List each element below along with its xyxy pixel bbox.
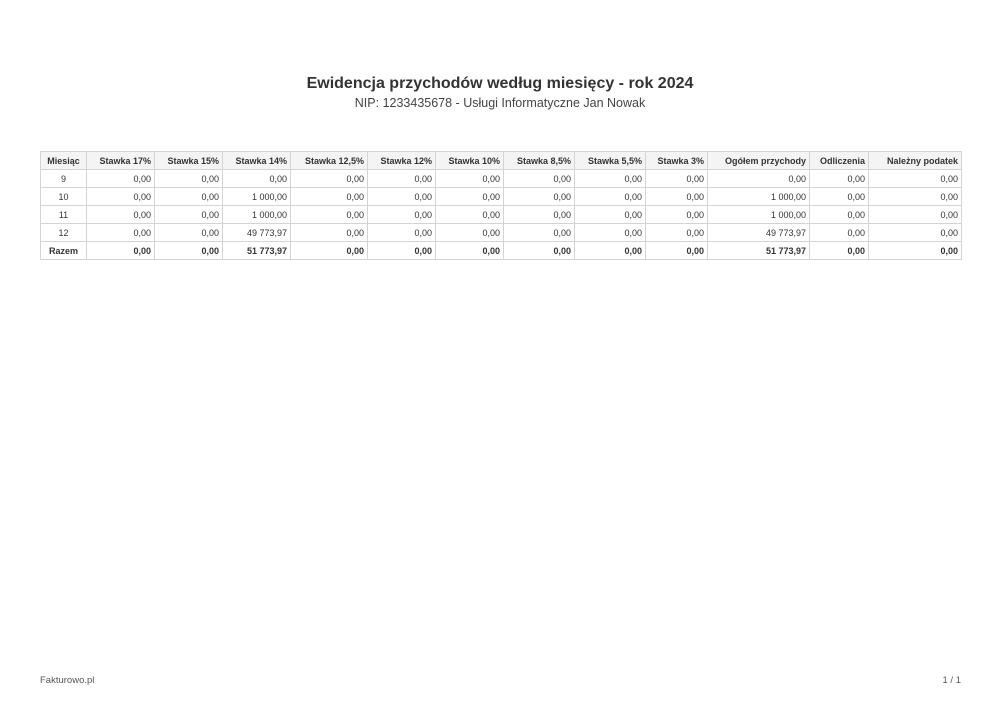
column-header-rate-12-5: Stawka 12,5%: [291, 152, 368, 170]
table-cell: 0,00: [646, 188, 708, 206]
income-table: [40, 151, 962, 260]
table-cell: 0,00: [436, 170, 504, 188]
table-row: [41, 206, 962, 224]
table-cell: 0,00: [436, 224, 504, 242]
table-cell: Razem: [41, 242, 87, 260]
table-header-row: [41, 152, 962, 170]
table-cell: 0,00: [810, 224, 869, 242]
table-cell: 1 000,00: [708, 206, 810, 224]
column-header-rate-5-5: Stawka 5,5%: [575, 152, 646, 170]
table-cell: 0,00: [869, 188, 962, 206]
table-cell: 0,00: [436, 188, 504, 206]
column-header-rate-8-5: Stawka 8,5%: [504, 152, 575, 170]
column-header-rate-10: Stawka 10%: [436, 152, 504, 170]
table-cell: 0,00: [810, 170, 869, 188]
table-cell: 0,00: [291, 242, 368, 260]
table-cell: 0,00: [504, 242, 575, 260]
table-cell: 0,00: [575, 242, 646, 260]
report-title: Ewidencja przychodów według miesięcy - rok 2024: [306, 75, 694, 92]
footer-brand: Fakturowo.pl: [40, 675, 95, 686]
table-cell: 10: [41, 188, 87, 206]
table-cell: 0,00: [810, 188, 869, 206]
table-cell: 0,00: [155, 242, 223, 260]
column-header-rate-15: Stawka 15%: [155, 152, 223, 170]
table-cell: 0,00: [223, 170, 291, 188]
column-header-tax-due: Należny podatek: [869, 152, 962, 170]
table-cell: 0,00: [291, 224, 368, 242]
table-cell: 0,00: [87, 224, 155, 242]
table-cell: 0,00: [575, 206, 646, 224]
page-number: 1 / 1: [942, 675, 961, 686]
table-cell: 0,00: [155, 206, 223, 224]
table-cell: 0,00: [504, 224, 575, 242]
table-cell: 0,00: [646, 170, 708, 188]
table-cell: 0,00: [708, 170, 810, 188]
column-header-rate-14: Stawka 14%: [223, 152, 291, 170]
table-cell: 0,00: [575, 170, 646, 188]
table-cell: 0,00: [810, 206, 869, 224]
table-cell: 0,00: [810, 242, 869, 260]
table-cell: 51 773,97: [223, 242, 291, 260]
table-cell: 49 773,97: [223, 224, 291, 242]
table-cell: 11: [41, 206, 87, 224]
table-cell: 1 000,00: [223, 188, 291, 206]
table-cell: 0,00: [368, 206, 436, 224]
table-cell: 0,00: [869, 242, 962, 260]
table-cell: 0,00: [646, 224, 708, 242]
column-header-rate-17: Stawka 17%: [87, 152, 155, 170]
table-cell: 0,00: [575, 224, 646, 242]
table-total-row: [41, 242, 962, 260]
table-cell: 1 000,00: [708, 188, 810, 206]
table-cell: 0,00: [368, 170, 436, 188]
table-cell: 49 773,97: [708, 224, 810, 242]
table-cell: 0,00: [575, 188, 646, 206]
table-cell: 0,00: [155, 170, 223, 188]
table-cell: 0,00: [291, 188, 368, 206]
table-cell: 0,00: [87, 242, 155, 260]
table-cell: 0,00: [87, 170, 155, 188]
column-header-rate-3: Stawka 3%: [646, 152, 708, 170]
table-cell: 51 773,97: [708, 242, 810, 260]
column-header-rate-12: Stawka 12%: [368, 152, 436, 170]
table-cell: 0,00: [368, 242, 436, 260]
column-header-total-income: Ogółem przychody: [708, 152, 810, 170]
table-row: [41, 170, 962, 188]
table-row: [41, 224, 962, 242]
table-cell: 0,00: [869, 170, 962, 188]
table-cell: 0,00: [368, 188, 436, 206]
table-cell: 0,00: [646, 242, 708, 260]
table-cell: 0,00: [291, 206, 368, 224]
table-cell: 0,00: [646, 206, 708, 224]
table-cell: 0,00: [368, 224, 436, 242]
table-cell: 0,00: [504, 170, 575, 188]
table-cell: 0,00: [87, 206, 155, 224]
table-cell: 9: [41, 170, 87, 188]
table-cell: 0,00: [504, 206, 575, 224]
table-cell: 0,00: [87, 188, 155, 206]
table-cell: 0,00: [155, 224, 223, 242]
report-subtitle: NIP: 1233435678 - Usługi Informatyczne Jan Nowak: [354, 96, 646, 110]
table-cell: 0,00: [436, 206, 504, 224]
table-row: [41, 188, 962, 206]
table-cell: 12: [41, 224, 87, 242]
table-cell: 0,00: [504, 188, 575, 206]
table-cell: 0,00: [291, 170, 368, 188]
table-cell: 1 000,00: [223, 206, 291, 224]
table-cell: 0,00: [155, 188, 223, 206]
table-cell: 0,00: [436, 242, 504, 260]
column-header-month: Miesiąc: [41, 152, 87, 170]
column-header-deductions: Odliczenia: [810, 152, 869, 170]
table-cell: 0,00: [869, 206, 962, 224]
table-cell: 0,00: [869, 224, 962, 242]
